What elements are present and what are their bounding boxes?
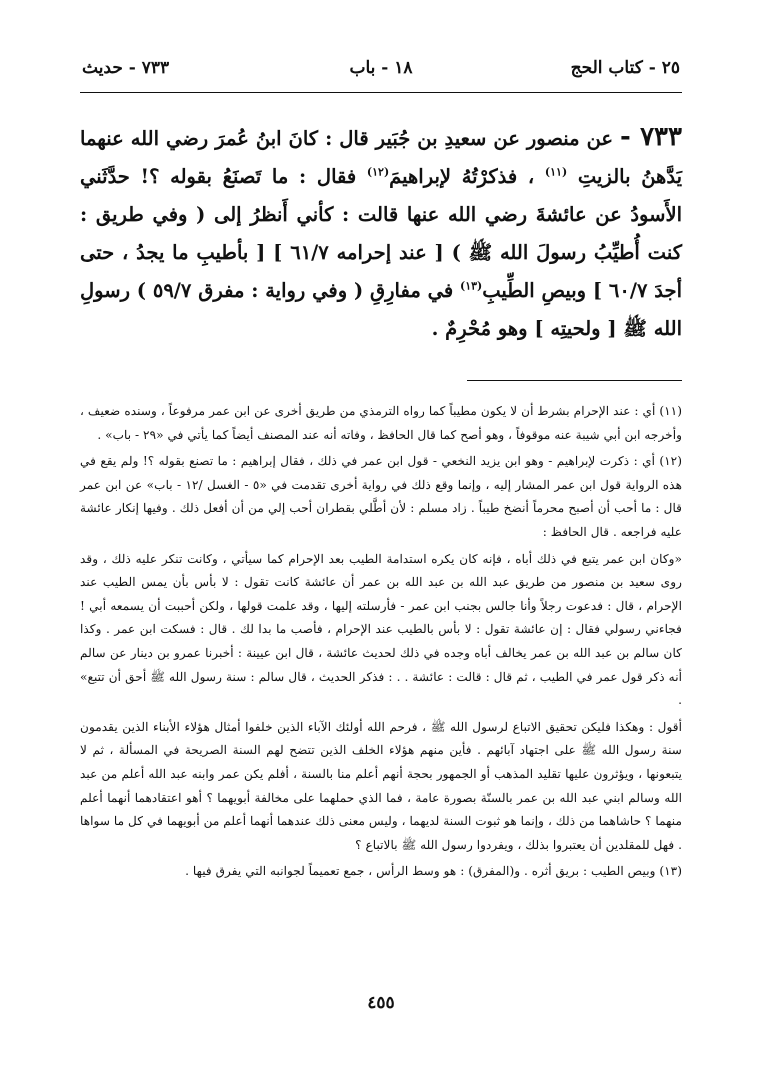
hadith-text-part-4: في مفارِقِ ( وفي رواية : مفرق ٥٩/٧ ) رسولِ الله ﷺ [ ولحيتِه ] وهو مُحْرِمٌ . (80, 279, 682, 340)
page-number: ٤٥٥ (367, 993, 395, 1013)
footnote-separator (467, 380, 682, 381)
footnote-ref-11: (١١) (544, 165, 568, 179)
hadith-text-part-2: ، فذكرْتُهُ لإبراهيمَ (389, 165, 545, 188)
hadith-paragraph (80, 118, 682, 348)
footnote-12-commentary: أقول : وهكذا فليكن تحقيق الاتباع لرسول الله ﷺ ، فرحم الله أولئك الآباء الذين خلفوا أمثال هؤلاء الأبناء الذين يقدمون سنة رسول الله ﷺ على اجتهاد آبائهم . فأين منهم هؤلاء الخلف الذين تتضح لهم السنة الصريحة في المسألة ، ثم لا يتبعونها ، ويؤثرون عليها تقليد المذهب أو الجمهور بحجة أنهم أعلم منا بالسنة ، أفلم يكن عمر وابنه عبد الله أعلم من عبد الله وسالم ابني عبد الله بن عمر بالسنّة بصورة عامة ، فما الذي حملهما على مخالفة أبويهما ؟ أهو اعتقادهما أنهما أعلم منهما ؟ حاشاهما من ذلك ، وإنما هو ثبوت السنة لديهما ، وليس معنى ذلك عندهما أنهما أعلم من أبويهما في كل ما سواها . فهل للمقلدين أن يعتبروا بذلك ، ويفردوا رسول الله ﷺ بالاتباع ؟ (80, 719, 682, 852)
footnote-11: (١١) أي : عند الإحرام بشرط أن لا يكون مطيباً كما رواه الترمذي من طريق أخرى عن ابن عمر مرفوعاً ، وسنده ضعيف ، وأخرجه ابن أبي شيبة عنه موقوفاً ، وهو أصح كما قال الحافظ ، وفاته أنه عند المصنف أيضاً كما يأتي في «٢٩ - باب» . (80, 404, 682, 442)
footnote-ref-12: (١٢) (366, 165, 390, 179)
footnote-12: (١٢) أي : ذكرت لإبراهيم - وهو ابن يزيد النخعي - قول ابن عمر في ذلك ، فقال إبراهيم : ما تصنع بقوله ؟! ولم يقع في هذه الرواية قول ابن عمر المشار إليه ، وإنما وقع ذلك في رواية أخرى تقدمت في «٥ - الغسل /١٢ - باب» عن ابن عمر قال : ما أحب أن أصبح محرماً أنضخ طيباً . زاد مسلم : لأن أطَّلي بقطران أحب إلي من أن أفعل ذلك . وفيها إنكار عائشة عليه فراجعه . قال الحافظ : (80, 454, 682, 539)
header-rule (80, 92, 682, 93)
header-chapter: ١٨ - باب (349, 58, 413, 78)
footnote-12-quote: «وكان ابن عمر يتبع في ذلك أباه ، فإنه كان يكره استدامة الطيب بعد الإحرام كما سيأتي ، وكانت تنكر عليه ذلك ، وقد روى سعيد بن منصور من طريق عبد الله بن عبد الله بن عمر أن عائشة كانت تقول : لا بأس بأن يمس الطيب عند الإحرام ، قال : فدعوت رجلاً وأنا جالس بجنب ابن عمر - فأرسلته إليها ، وقد علمت قولها ، ولكن أحببت أن يسمعه أبي ! فجاءني رسولي فقال : إن عائشة تقول : لا بأس بالطيب عند الإحرام ، فأصب ما بدا لك . قال : فسكت ابن عمر . وكذا كان سالم بن عبد الله بن عمر يخالف أباه وجده في ذلك لحديث عائشة ، قال ابن عيينة : أخبرنا عمرو بن دينار عن سالم أنه ذكر قول عمر في الطيب ، ثم قال : قالت : عائشة . . : فذكر الحديث ، قال سالم : سنة رسول الله ﷺ أحق أن تتبع» . (80, 551, 682, 708)
hadith-body (80, 118, 682, 348)
footnote-ref-13: (١٣) (459, 279, 483, 293)
footnote-13: (١٣) وبيص الطيب : بريق أثره . و(المفرق) : هو وسط الرأس ، جمع تعميماً لجوانبه التي يفرق فيها . (185, 864, 682, 879)
hadith-number: ٧٣٣ - (620, 122, 682, 152)
header-book-title: ٢٥ - كتاب الحج (570, 58, 680, 78)
footnotes (80, 400, 682, 887)
running-header (82, 58, 680, 88)
header-hadith-number: ٧٣٣ - حديث (82, 58, 170, 78)
hadith-text-part-1: عن منصور عن سعيدِ بن جُبَير قال : كانَ ابنُ عُمرَ رضي الله عنهما يَدَّهنُ بالزيتِ (80, 127, 683, 188)
hadith-text-part-3: فقال : ما تَصنَعُ بقوله ؟! حدَّثَني الأَسودُ عن عائشةَ رضي الله عنها قالت : كأني أَنظرُ إلى ( وفي طريق : كنت أُطيِّبُ رسولَ الله ﷺ ) [ عند إحرامه ٦١/٧ ] [ بأطيبِ ما يجدُ ، حتى أجدَ ٦٠/٧ ] وبيصِ الطِّيبِ (80, 165, 682, 302)
